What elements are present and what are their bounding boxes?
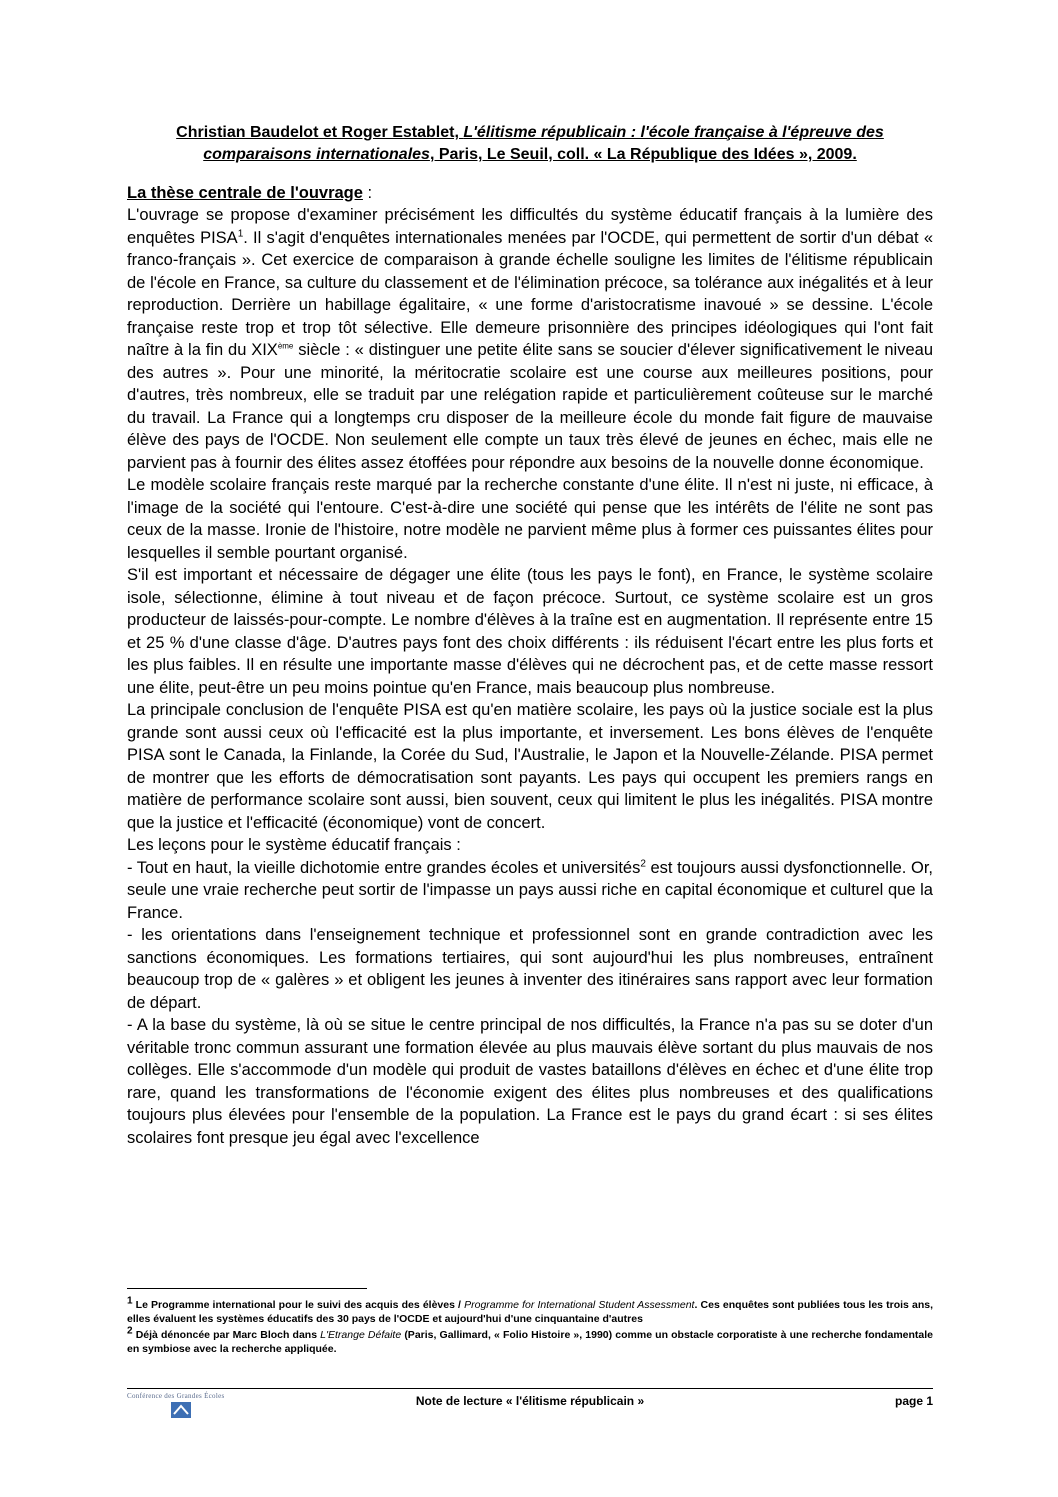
paragraph-1: L'ouvrage se propose d'examiner précisément les difficultés du système éducatif français à la lumière des enquêtes PISA$^1$. Il s'agit d'enquêtes internationales menées par l'OCDE, qui permettent de sortir d'un débat « franco-français ». Cet exercice de comparaison à grande échelle souligne les limites de l'élitisme républicain de l'école en France, sa culture du classement et de l'élimination précoce, sa tolérance aux inégalités et à leur reproduction. Derrière un habillage égalitaire, « une forme d'aristocratisme inavoué » se dessine. L'école française reste trop et trop tôt sélective. Elle demeure prisonnière des principes idéologiques qui l'ont fait naître à la fin du XIXème siècle : « distinguer une petite élite sans se soucier d'élever significativement le niveau des autres ». Pour une minorité, la méritocratie scolaire est une course aux meilleures positions, pour d'autres, très nombreux, elle se traduit par une relégation rapide et particulièrement coûteuse sur le marché du travail. La France qui a longtemps cru disposer de la meilleure école du monde fait figure de mauvaise élève des pays de l'OCDE. Non seulement elle compte un taux très élevé de jeunes en échec, mais elle ne parvient pas à fournir des élites assez étoffées pour répondre aux besoins de la nouvelle donne économique. [127,206,934,472]
title-publisher: , Paris, Le Seuil, coll. « La République des Idées », 2009. [429,146,857,163]
footnote-ref-1[interactable]: 1 [237,228,244,239]
paragraph-4: La principale conclusion de l'enquête PISA est qu'en matière scolaire, les pays où la justice sociale est la plus grande sont aussi ceux où l'efficacité est la plus importante, et inversement. Les bons élèves de l'enquête PISA sont le Canada, la Finlande, la Corée du Sud, l'Australie, le Japon et la Nouvelle-Zélande. PISA permet de montrer que les efforts de démocratisation sont payants. Les pays qui occupent les premiers rangs en matière de performance scolaire sont aussi, bien souvent, ceux qui limitent le plus les inégalités. PISA montre que la justice et l'efficacité (économique) vont de concert. [127,701,933,832]
paragraph-3: S'il est important et nécessaire de dégager une élite (tous les pays le font), en France, le système scolaire isole, sélectionne, élimine à tout niveau et de façon précoce. Surtout, ce système scolaire est un gros producteur de laissés-pour-compte. Le nombre d'élèves à la traîne est en augmentation. Il représente entre 15 et 25 % d'une classe d'âge. D'autres pays font des choix différents : ils réduisent l'écart entre les plus forts et les plus faibles. Il en résulte une importante masse d'élèves qui ne décrochent pas, et de cette masse ressort une élite, peut-être un peu moins pointue qu'en France, mais beaucoup plus nombreuse. [127,566,933,697]
page-footer [127,1392,933,1422]
page-number: page 1 [894,1394,933,1408]
title-authors: Christian Baudelot et Roger Establet, [176,124,464,141]
footnote-divider [127,1288,367,1289]
footnote-2: $^2$ Déjà dénoncée par Marc Bloch dans L'Etrange Défaite (Paris, Gallimard, « Folio Histoire », 1990) comme un obstacle corporatiste à une recherche fondamentale en symbiose avec la recherche appliquée. [127,1325,933,1355]
section-heading-label: La thèse centrale de l'ouvrage [127,184,363,202]
footnotes [127,1295,933,1358]
paragraph-2: Le modèle scolaire français reste marqué par la recherche constante d'une élite. Il n'est ni juste, ni efficace, à l'image de la société qui l'entoure. C'est-à-dire une société qui pense que les intérêts de l'élite ne sont pas ceux de la masse. Ironie de l'histoire, notre modèle ne parvient même plus à former ces puissantes élites pour lesquelles il semble pourtant organisé. [127,476,933,562]
paragraph-8: - A la base du système, là où se situe le centre principal de nos difficultés, la France n'a pas su se doter d'un véritable tronc commun assurant une formation élevée au plus mauvais élève sortant du plus mauvais de nos collèges. Elle s'accommode d'un modèle qui produit de vastes bataillons d'élèves en échec et d'une élite trop rare, quand les transformations de l'économie exigent des élites plus nombreuses et des qualifications toujours plus élevées pour l'ensemble de la population. La France est le pays du grand écart : si ses élites scolaires font presque jeu égal avec l'excellence [127,1016,933,1147]
section-heading: La thèse centrale de l'ouvrage : [127,184,373,202]
paragraph-6: - Tout en haut, la vieille dichotomie entre grandes écoles et universités$^2$ est toujours aussi dysfonctionnelle. Or, seule une vraie recherche peut sortir de l'impasse un pays aussi riche en capital économique et culturel que la France. [127,858,933,922]
footnote-1: $^1$ Le Programme international pour le suivi des acquis des élèves / Programme for International Student Assessment. Ces enquêtes sont publiées tous les trois ans, elles évaluent les systèmes éducatifs des 30 pays de l'OCDE et aujourd'hui d'une cinquantaine d'autres [127,1295,933,1325]
document-body [127,204,933,1149]
title-book: L'élitisme républicain : l'école française à l'épreuve des comparaisons internationales [203,124,884,163]
document-page [127,122,933,1149]
logo-text: Conférence des Grandes Écoles [127,1392,225,1400]
footer-title: Note de lecture « l'élitisme républicain » [415,1394,645,1408]
paragraph-5: Les leçons pour le système éducatif français : [127,836,461,854]
footer-divider [127,1388,933,1389]
document-title [127,122,933,166]
paragraph-7: - les orientations dans l'enseignement technique et professionnel sont en grande contradiction avec les sanctions économiques. Les formations tertiaires, qui sont aujourd'hui les plus nombreuses, entraînent beaucoup trop de « galères » et obligent les jeunes à inventer des itinéraires sans rapport avec leur formation de départ. [127,926,933,1012]
footnote-ref-2[interactable]: 2 [640,858,646,869]
